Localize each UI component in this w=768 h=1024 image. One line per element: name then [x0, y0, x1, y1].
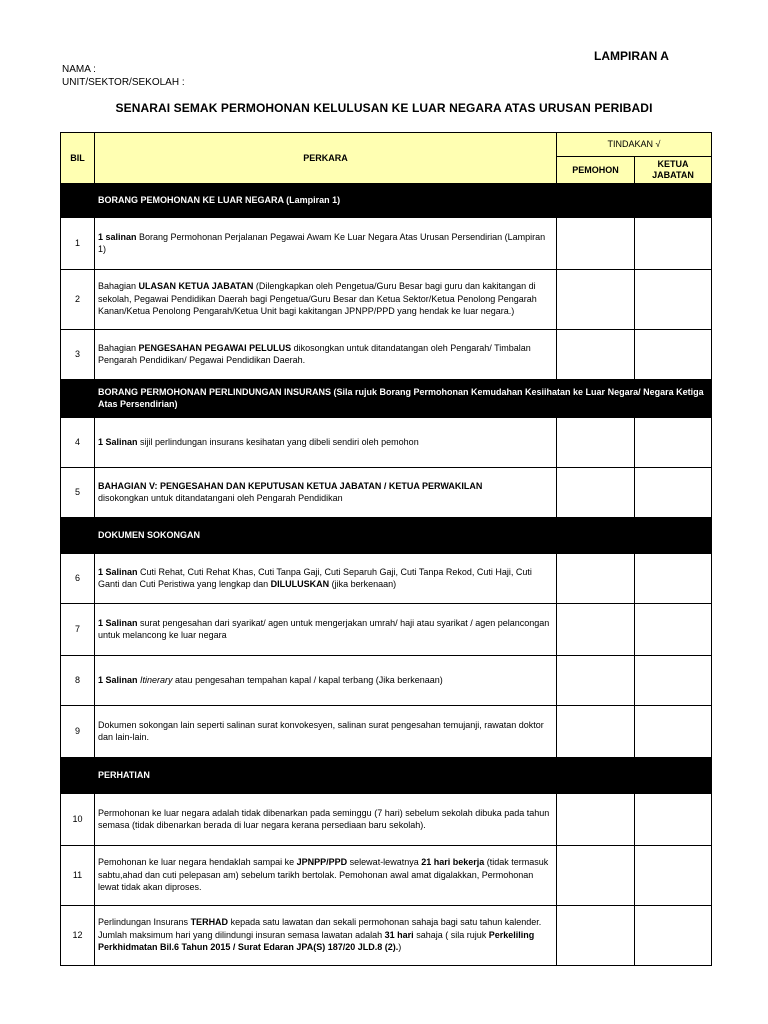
- pemohon-checkbox[interactable]: [557, 845, 635, 905]
- table-row: [61, 705, 712, 757]
- ketua-checkbox[interactable]: [635, 845, 712, 905]
- row-description: Bahagian ULASAN KETUA JABATAN (Dilengkapkan oleh Pengetua/Guru Besar bagi guru dan kakitangan di sekolah, Pegawai Pendidikan Daerah bagi Pengetua/Guru Besar dan Ketua Sektor/Ketua Penolong Pengarah Kanan/Ketua Penolong Pengarah/Ketua Unit bagi kakitangan JPNPP/PPD yang hendak ke luar negara.): [95, 269, 557, 329]
- section-title: DOKUMEN SOKONGAN: [95, 517, 712, 553]
- ketua-checkbox[interactable]: [635, 417, 712, 467]
- pemohon-checkbox[interactable]: [557, 217, 635, 269]
- pemohon-checkbox[interactable]: [557, 905, 635, 965]
- col-ketua-header: KETUA JABATAN: [635, 157, 712, 184]
- table-row: [61, 845, 712, 905]
- row-description: BAHAGIAN V: PENGESAHAN DAN KEPUTUSAN KETUA JABATAN / KETUA PERWAKILAN disokongkan untuk ditandatangani oleh Pengarah Pendidikan: [95, 467, 557, 517]
- col-perkara-header: PERKARA: [95, 133, 557, 184]
- table-row: [61, 553, 712, 603]
- ketua-checkbox[interactable]: [635, 655, 712, 705]
- pemohon-checkbox[interactable]: [557, 417, 635, 467]
- row-number: 7: [61, 603, 95, 655]
- table-row: [61, 329, 712, 379]
- row-description: 1 Salinan sijil perlindungan insurans kesihatan yang dibeli sendiri oleh pemohon: [95, 417, 557, 467]
- checklist-table: [60, 132, 712, 966]
- row-number: 2: [61, 269, 95, 329]
- table-row: [61, 603, 712, 655]
- ketua-checkbox[interactable]: [635, 467, 712, 517]
- lampiran-label: LAMPIRAN A: [594, 49, 669, 63]
- pemohon-checkbox[interactable]: [557, 269, 635, 329]
- row-number: 6: [61, 553, 95, 603]
- section-title: BORANG PEMOHONAN KE LUAR NEGARA (Lampiran 1): [95, 183, 712, 217]
- row-number: 8: [61, 655, 95, 705]
- col-tindakan-header: TINDAKAN √: [557, 133, 712, 157]
- row-description: Pemohonan ke luar negara hendaklah sampai ke JPNPP/PPD selewat-lewatnya 21 hari bekerja (tidak termasuk sabtu,ahad dan cuti pelepasan am) sebelum tarikh bertolak. Pemohonan awal amat digalakkan, Permohonan lewat tidak akan diproses.: [95, 845, 557, 905]
- row-number: 5: [61, 467, 95, 517]
- pemohon-checkbox[interactable]: [557, 603, 635, 655]
- row-number: 3: [61, 329, 95, 379]
- pemohon-checkbox[interactable]: [557, 655, 635, 705]
- table-row: [61, 793, 712, 845]
- page-title: SENARAI SEMAK PERMOHONAN KELULUSAN KE LUAR NEGARA ATAS URUSAN PERIBADI: [115, 101, 653, 115]
- section-row: [61, 183, 712, 217]
- ketua-checkbox[interactable]: [635, 705, 712, 757]
- section-title: BORANG PERMOHONAN PERLINDUNGAN INSURANS (Sila rujuk Borang Permohonan Kemudahan Kesiihatan ke Luar Negara/ Negara Ketiga Atas Persendirian): [95, 379, 712, 417]
- section-row: [61, 379, 712, 417]
- row-description: Perlindungan Insurans TERHAD kepada satu lawatan dan sekali permohonan sahaja bagi satu tahun kalender. Jumlah maksimum hari yang dilindungi insuran semasa lawatan adalah 31 hari sahaja ( sila rujuk Perkeliling Perkhidmatan Bil.6 Tahun 2015 / Surat Edaran JPA(S) 187/20 JLD.8 (2).): [95, 905, 557, 965]
- row-description: 1 Salinan Itinerary atau pengesahan tempahan kapal / kapal terbang (Jika berkenaan): [95, 655, 557, 705]
- pemohon-checkbox[interactable]: [557, 553, 635, 603]
- row-description: 1 salinan Borang Permohonan Perjalanan Pegawai Awam Ke Luar Negara Atas Urusan Persendirian (Lampiran 1): [95, 217, 557, 269]
- ketua-checkbox[interactable]: [635, 217, 712, 269]
- row-number: 10: [61, 793, 95, 845]
- row-description: Dokumen sokongan lain seperti salinan surat konvokesyen, salinan surat pengesahan temujanji, rawatan doktor dan lain-lain.: [95, 705, 557, 757]
- section-row: [61, 757, 712, 793]
- row-description: 1 Salinan Cuti Rehat, Cuti Rehat Khas, Cuti Tanpa Gaji, Cuti Separuh Gaji, Cuti Tanpa Rekod, Cuti Haji, Cuti Ganti dan Cuti Peristiwa yang lengkap dan DILULUSKAN (jika berkenaan): [95, 553, 557, 603]
- row-number: 1: [61, 217, 95, 269]
- ketua-checkbox[interactable]: [635, 603, 712, 655]
- ketua-checkbox[interactable]: [635, 905, 712, 965]
- ketua-checkbox[interactable]: [635, 553, 712, 603]
- col-pemohon-header: PEMOHON: [557, 157, 635, 184]
- col-bil-header: BIL: [61, 133, 95, 184]
- section-title: PERHATIAN: [95, 757, 712, 793]
- row-number: 12: [61, 905, 95, 965]
- nama-field: NAMA :: [62, 64, 96, 75]
- row-description: 1 Salinan surat pengesahan dari syarikat/ agen untuk mengerjakan umrah/ haji atau syarikat / agen pelancongan untuk melancong ke luar negara: [95, 603, 557, 655]
- row-number: 11: [61, 845, 95, 905]
- row-number: 9: [61, 705, 95, 757]
- ketua-checkbox[interactable]: [635, 329, 712, 379]
- pemohon-checkbox[interactable]: [557, 793, 635, 845]
- table-row: [61, 467, 712, 517]
- row-number: 4: [61, 417, 95, 467]
- table-row: [61, 217, 712, 269]
- pemohon-checkbox[interactable]: [557, 329, 635, 379]
- row-description: Permohonan ke luar negara adalah tidak dibenarkan pada seminggu (7 hari) sebelum sekolah dibuka pada tahun semasa (tidak dibenarkan berada di luar negara kerana persediaan baru sekolah).: [95, 793, 557, 845]
- table-row: [61, 655, 712, 705]
- unit-field: UNIT/SEKTOR/SEKOLAH :: [62, 77, 185, 88]
- pemohon-checkbox[interactable]: [557, 467, 635, 517]
- section-row: [61, 517, 712, 553]
- table-row: [61, 417, 712, 467]
- row-description: Bahagian PENGESAHAN PEGAWAI PELULUS dikosongkan untuk ditandatangan oleh Pengarah/ Timbalan Pengarah Pendidikan/ Pegawai Pendidikan Daerah.: [95, 329, 557, 379]
- ketua-checkbox[interactable]: [635, 793, 712, 845]
- table-row: [61, 905, 712, 965]
- ketua-checkbox[interactable]: [635, 269, 712, 329]
- pemohon-checkbox[interactable]: [557, 705, 635, 757]
- table-row: [61, 269, 712, 329]
